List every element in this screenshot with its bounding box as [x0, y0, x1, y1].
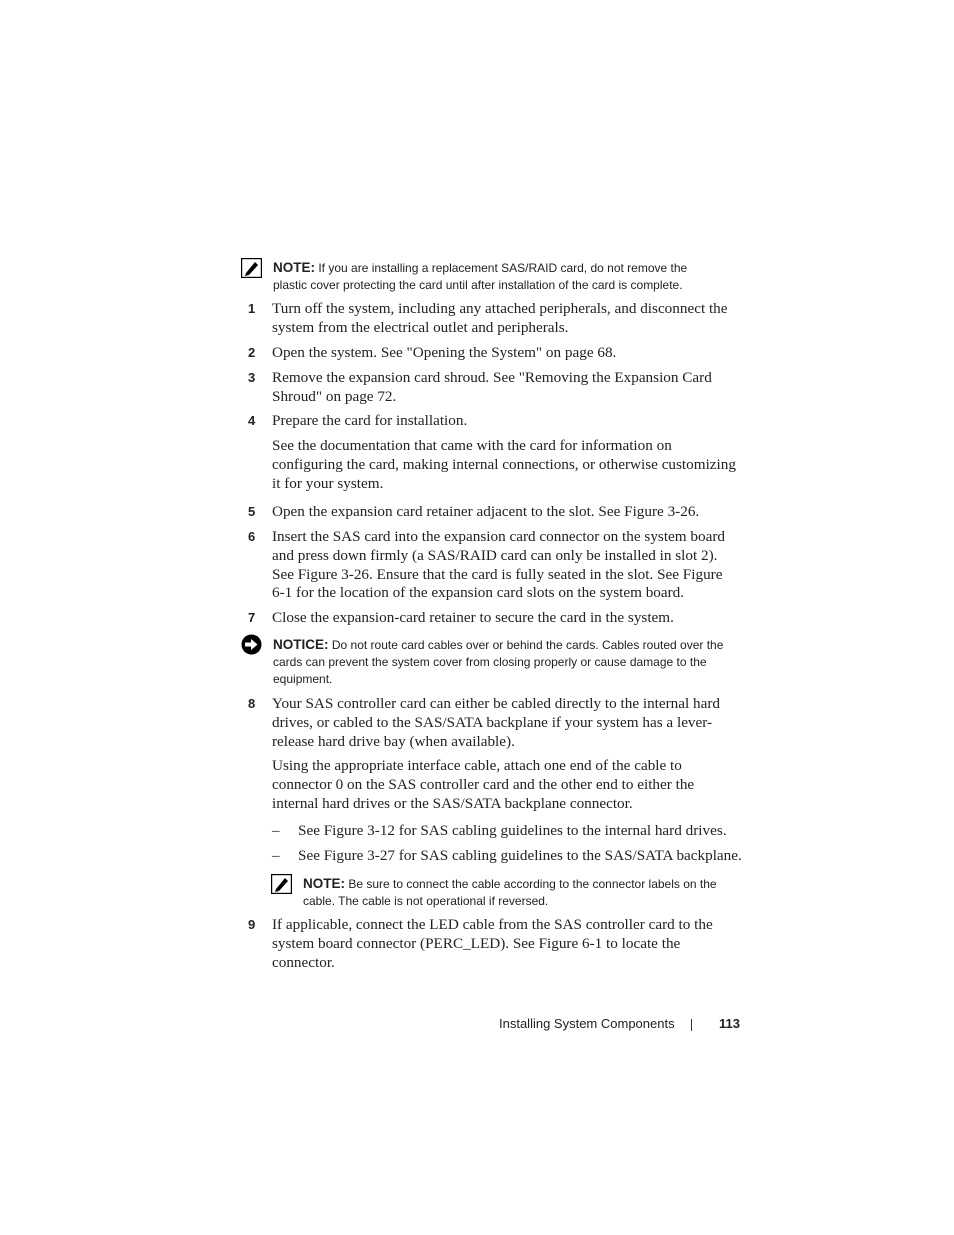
bullet-dash: – — [272, 847, 280, 864]
bullet-text: See Figure 3-12 for SAS cabling guidelines to the internal hard drives. — [298, 822, 727, 839]
note-text-line: Be sure to connect the cable according to the connector labels on the — [348, 877, 717, 891]
note-text-line: plastic cover protecting the card until after installation of the card is complete. — [273, 278, 683, 292]
footer-separator — [691, 1019, 692, 1031]
note-text-line: If you are installing a replacement SAS/RAID card, do not remove the — [318, 261, 688, 275]
note-box — [303, 875, 743, 910]
notice-text-line: equipment. — [273, 672, 333, 686]
step-text: Prepare the card for installation. — [272, 412, 468, 429]
note-pencil-icon — [271, 874, 292, 894]
step-text: Remove the expansion card shroud. See "Removing the Expansion Card Shroud" on page 72. — [272, 369, 712, 405]
note-pencil-icon — [241, 258, 262, 278]
notice-text-line: Do not route card cables over or behind the cards. Cables routed over the — [331, 638, 724, 652]
notice-label: NOTICE: — [273, 637, 329, 652]
note-label: NOTE: — [273, 260, 315, 275]
step-number: 4 — [248, 413, 256, 428]
page-number: 113 — [719, 1016, 740, 1031]
step-number: 7 — [248, 610, 256, 625]
bullet-dash: – — [272, 822, 280, 839]
step-paragraph: Using the appropriate interface cable, attach one end of the cable to connector 0 on the SAS controller card and the other end to either the internal hard drives or the SAS/SATA backplane connector. — [272, 757, 695, 812]
step-text: Close the expansion-card retainer to secure the card in the system. — [272, 609, 674, 626]
step-text: Your SAS controller card can either be cabled directly to the internal hard drives, or cabled to the SAS/SATA backplane if your system has a lever-release hard drive bay (when available). — [272, 695, 721, 750]
step-text: Insert the SAS card into the expansion card connector on the system board and press down firmly (a SAS/RAID card can only be installed in slot 2). See Figure 3-26. Ensure that the card is fully seated in the slot. See Figure 6-1 for the location of the expansion card slots on the system board. — [272, 528, 725, 602]
notice-box — [273, 636, 743, 688]
bullet-text: See Figure 3-27 for SAS cabling guidelines to the SAS/SATA backplane. — [298, 847, 742, 864]
step-number: 2 — [248, 345, 256, 360]
step-paragraph: See the documentation that came with the card for information on configuring the card, making internal connections, or otherwise customizing it for your system. — [272, 437, 736, 492]
step-text: Open the system. See "Opening the System" on page 68. — [272, 344, 617, 361]
step-number: 3 — [248, 370, 256, 385]
step-number: 9 — [248, 917, 256, 932]
note-box — [273, 259, 743, 294]
step-number: 1 — [248, 301, 256, 316]
step-number: 6 — [248, 529, 256, 544]
notice-text-line: cards can prevent the system cover from closing properly or cause damage to the — [273, 655, 707, 669]
step-number: 5 — [248, 504, 256, 519]
step-text: Turn off the system, including any attached peripherals, and disconnect the system from the electrical outlet and peripherals. — [272, 300, 728, 336]
step-text: If applicable, connect the LED cable from the SAS controller card to the system board connector (PERC_LED). See Figure 6-1 to locate the connector. — [272, 916, 713, 971]
note-label: NOTE: — [303, 876, 345, 891]
note-text-line: cable. The cable is not operational if reversed. — [303, 894, 549, 908]
step-number: 8 — [248, 696, 256, 711]
notice-arrow-icon — [241, 634, 262, 655]
step-text: Open the expansion card retainer adjacent to the slot. See Figure 3-26. — [272, 503, 700, 520]
footer-section-title: Installing System Components — [499, 1016, 675, 1031]
